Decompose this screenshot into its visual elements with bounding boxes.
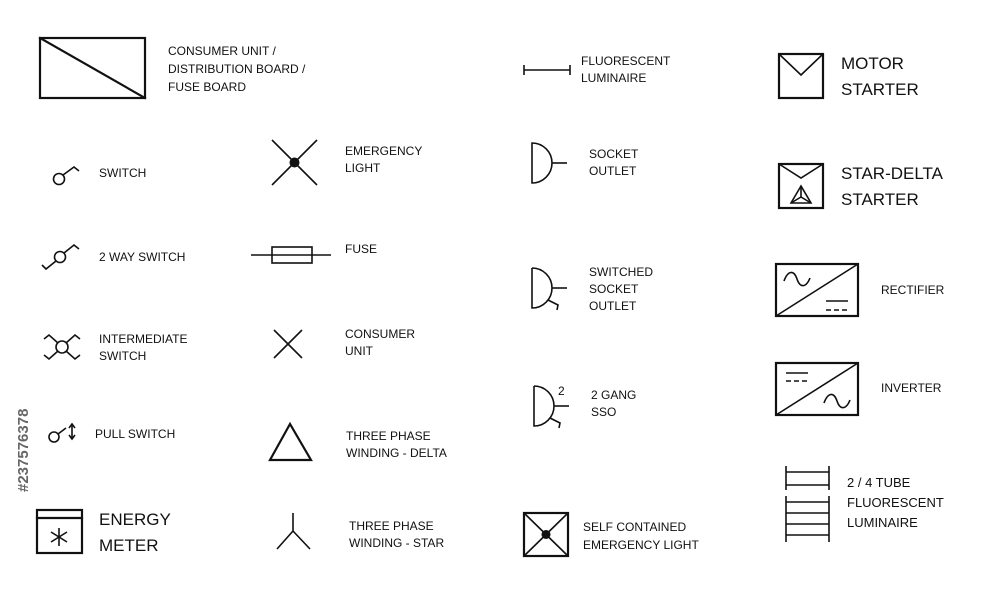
star-delta-starter-symbol: [779, 164, 823, 208]
emergency-light-label: EMERGENCY LIGHT: [345, 144, 423, 175]
two-way-switch-symbol: [42, 245, 79, 269]
emergency-light-symbol: [272, 140, 317, 185]
fluorescent-luminaire-label: FLUORESCENT LUMINAIRE: [581, 54, 671, 85]
switch-symbol: [54, 167, 80, 185]
pull-switch-symbol: [49, 424, 75, 442]
star-delta-starter-label: STAR-DELTA STARTER: [841, 164, 943, 209]
intermediate-switch-symbol: [44, 335, 80, 359]
socket-outlet-label: SOCKET OUTLET: [589, 147, 639, 178]
motor-starter-label: MOTOR STARTER: [841, 54, 919, 99]
two-way-switch-label: 2 WAY SWITCH: [99, 250, 186, 264]
two-tube-fluorescent-symbol: [786, 466, 829, 490]
four-tube-fluorescent-symbol: [786, 496, 829, 542]
three-phase-star-label: THREE PHASE WINDING - STAR: [349, 519, 445, 550]
two-gang-sso-label: 2 GANG SSO: [591, 388, 637, 419]
star-winding-symbol: [277, 513, 310, 549]
inverter-symbol: [776, 363, 858, 415]
consumer-unit-label: CONSUMER UNIT: [345, 327, 416, 358]
rectifier-symbol: [776, 264, 858, 316]
switch-label: SWITCH: [99, 166, 147, 180]
fluorescent-luminaire-symbol: [524, 65, 570, 75]
motor-starter-symbol: [779, 54, 823, 98]
consumer-unit-board-symbol: [40, 38, 145, 98]
tube-fluorescent-label: 2 / 4 TUBE FLUORESCENT LUMINAIRE: [847, 475, 944, 530]
self-contained-emergency-light-symbol: [524, 513, 568, 556]
consumer-unit-board-label: CONSUMER UNIT / DISTRIBUTION BOARD / FUSE BOARD: [168, 44, 306, 94]
three-phase-delta-label: THREE PHASE WINDING - DELTA: [346, 429, 447, 460]
intermediate-switch-label: INTERMEDIATE SWITCH: [99, 332, 188, 363]
image-id-label: #237576378: [15, 408, 32, 492]
rectifier-label: RECTIFIER: [881, 283, 945, 297]
socket-outlet-symbol: [532, 143, 567, 183]
two-gang-number: 2: [558, 384, 565, 398]
consumer-unit-symbol: [274, 330, 302, 358]
self-contained-emergency-light-label: SELF CONTAINED EMERGENCY LIGHT: [583, 520, 699, 552]
pull-switch-label: PULL SWITCH: [95, 427, 176, 441]
fuse-symbol: [251, 247, 331, 263]
energy-meter-label: ENERGY METER: [99, 510, 171, 555]
energy-meter-symbol: [37, 510, 82, 553]
inverter-label: INVERTER: [881, 381, 942, 395]
delta-triangle-symbol: [270, 424, 311, 460]
switched-socket-outlet-label: SWITCHED SOCKET OUTLET: [589, 265, 653, 313]
fuse-label: FUSE: [345, 242, 378, 256]
switched-socket-outlet-symbol: [532, 268, 567, 310]
